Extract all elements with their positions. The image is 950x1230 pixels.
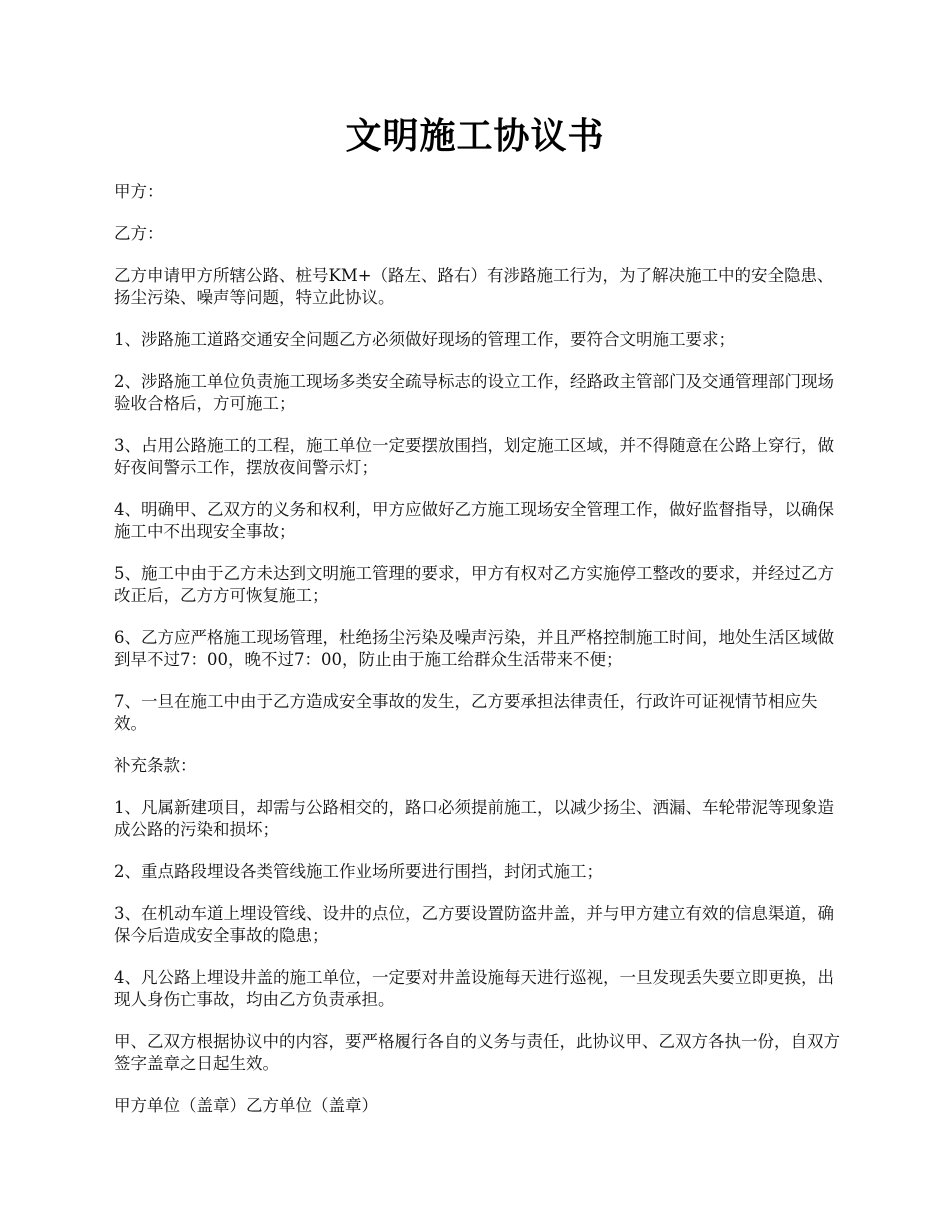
clause-2: 2、涉路施工单位负责施工现场多类安全疏导标志的设立工作，经路政主管部门及交通管理部门现场验收合格后，方可施工；: [114, 372, 834, 413]
intro-paragraph: 乙方申请甲方所辖公路、桩号KM+（路左、路右）有涉路施工行为，为了解决施工中的安全隐患、扬尘污染、噪声等问题，特立此协议。: [114, 266, 834, 307]
clause-6: 6、乙方应严格施工现场管理，杜绝扬尘污染及噪声污染，并且严格控制施工时间，地处生活区域做到早不过7：00，晚不过7：00，防止由于施工给群众生活带来不便；: [114, 628, 834, 669]
signature-line: 甲方单位（盖章）乙方单位（盖章）: [114, 1096, 378, 1115]
supplement-heading: 补充条款：: [114, 756, 197, 775]
document-title: 文明施工协议书: [345, 115, 605, 157]
supplement-clause-4: 4、凡公路上埋设井盖的施工单位，一定要对井盖设施每天进行巡视，一旦发现丢失要立即更换，出现人身伤亡事故，均由乙方负责承担。: [114, 968, 834, 1009]
clause-7: 7、一旦在施工中由于乙方造成安全事故的发生，乙方要承担法律责任，行政许可证视情节相应失效。: [114, 692, 818, 733]
clause-4: 4、明确甲、乙双方的义务和权利，甲方应做好乙方施工现场安全管理工作，做好监督指导，以确保施工中不出现安全事故；: [114, 500, 834, 541]
supplement-clause-3: 3、在机动车道上埋设管线、设井的点位，乙方要设置防盗井盖，并与甲方建立有效的信息渠道，确保今后造成安全事故的隐患；: [114, 904, 834, 945]
clause-1: 1、涉路施工道路交通安全问题乙方必须做好现场的管理工作，要符合文明施工要求；: [114, 330, 735, 349]
document-body: [114, 181, 842, 1137]
closing-paragraph: 甲、乙双方根据协议中的内容，要严格履行各自的义务与责任，此协议甲、乙双方各执一份，自双方签字盖章之日起生效。: [114, 1032, 840, 1073]
party-a-line: 甲方：: [114, 182, 164, 201]
clause-3: 3、占用公路施工的工程，施工单位一定要摆放围挡，划定施工区域，并不得随意在公路上穿行，做好夜间警示工作，摆放夜间警示灯；: [114, 436, 834, 477]
clause-5: 5、施工中由于乙方未达到文明施工管理的要求，甲方有权对乙方实施停工整改的要求，并经过乙方改正后，乙方方可恢复施工；: [114, 564, 834, 605]
supplement-clause-2: 2、重点路段埋设各类管线施工作业场所要进行围挡，封闭式施工；: [114, 862, 603, 881]
supplement-clause-1: 1、凡属新建项目，却需与公路相交的，路口必须提前施工，以减少扬尘、洒漏、车轮带泥等现象造成公路的污染和损坏；: [114, 798, 834, 839]
party-b-line: 乙方：: [114, 224, 164, 243]
